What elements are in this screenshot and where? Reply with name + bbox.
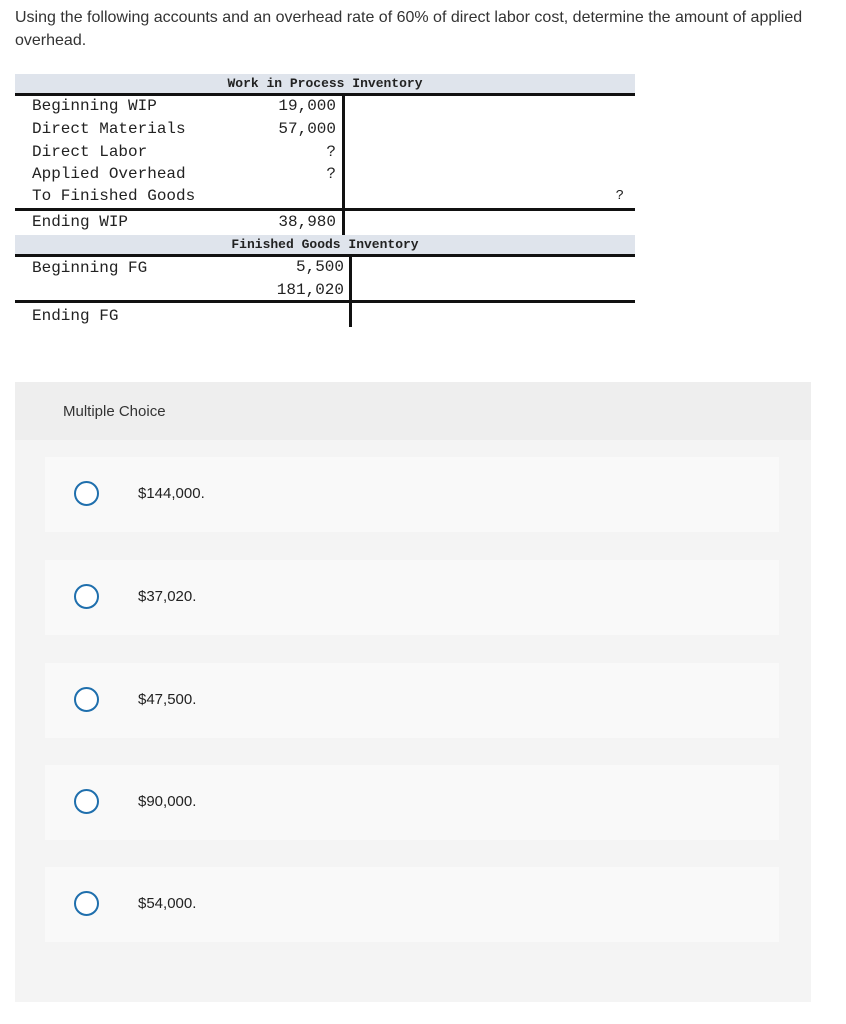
radio-button-icon[interactable]	[74, 687, 99, 712]
fg-row-label: Beginning FG	[32, 259, 148, 277]
answer-option[interactable]	[45, 867, 779, 942]
answer-option-label: $54,000.	[138, 895, 197, 912]
answer-option[interactable]	[45, 560, 779, 635]
multiple-choice-header	[15, 382, 811, 440]
wip-row-label: To Finished Goods	[32, 187, 196, 205]
wip-ending-amount: 38,980	[278, 213, 336, 231]
fg-row-amount: 5,500	[295, 258, 344, 276]
radio-button-icon[interactable]	[74, 584, 99, 609]
multiple-choice-panel	[15, 382, 811, 1002]
answer-option-label: $90,000.	[138, 793, 197, 810]
question-text: Using the following accounts and an overhead rate of 60% of direct labor cost, determine the amount of applied overhead.	[15, 9, 803, 49]
wip-row-label: Direct Labor	[32, 143, 148, 161]
answer-option-label: $144,000.	[138, 485, 205, 502]
wip-ending-label: Ending WIP	[32, 213, 129, 231]
answer-option[interactable]	[45, 663, 779, 738]
answer-option[interactable]	[45, 765, 779, 840]
wip-account-divider	[342, 96, 345, 209]
answer-option[interactable]	[45, 457, 779, 532]
fg-ending-divider	[349, 303, 352, 327]
wip-row-amount: ?	[326, 143, 336, 161]
answer-option-label: $47,500.	[138, 691, 197, 708]
fg-total-line	[15, 300, 635, 303]
wip-credit-amount: ?	[615, 188, 624, 204]
answer-option-label: $37,020.	[138, 588, 197, 605]
fg-row-amount: 181,020	[276, 281, 344, 299]
wip-total-line	[15, 208, 635, 211]
fg-ending-label: Ending FG	[32, 307, 119, 325]
wip-account-title: Work in Process Inventory	[15, 74, 635, 96]
wip-row-amount: 19,000	[278, 97, 336, 115]
radio-button-icon[interactable]	[74, 481, 99, 506]
wip-row-amount: ?	[326, 165, 336, 183]
wip-row-label: Direct Materials	[32, 120, 186, 138]
wip-row-label: Applied Overhead	[32, 165, 186, 183]
wip-ending-divider	[342, 211, 345, 235]
multiple-choice-title: Multiple Choice	[63, 403, 166, 420]
wip-row-amount: 57,000	[278, 120, 336, 138]
fg-account-divider	[349, 257, 352, 300]
radio-button-icon[interactable]	[74, 891, 99, 916]
fg-account-title: Finished Goods Inventory	[15, 235, 635, 257]
radio-button-icon[interactable]	[74, 789, 99, 814]
wip-row-label: Beginning WIP	[32, 97, 157, 115]
